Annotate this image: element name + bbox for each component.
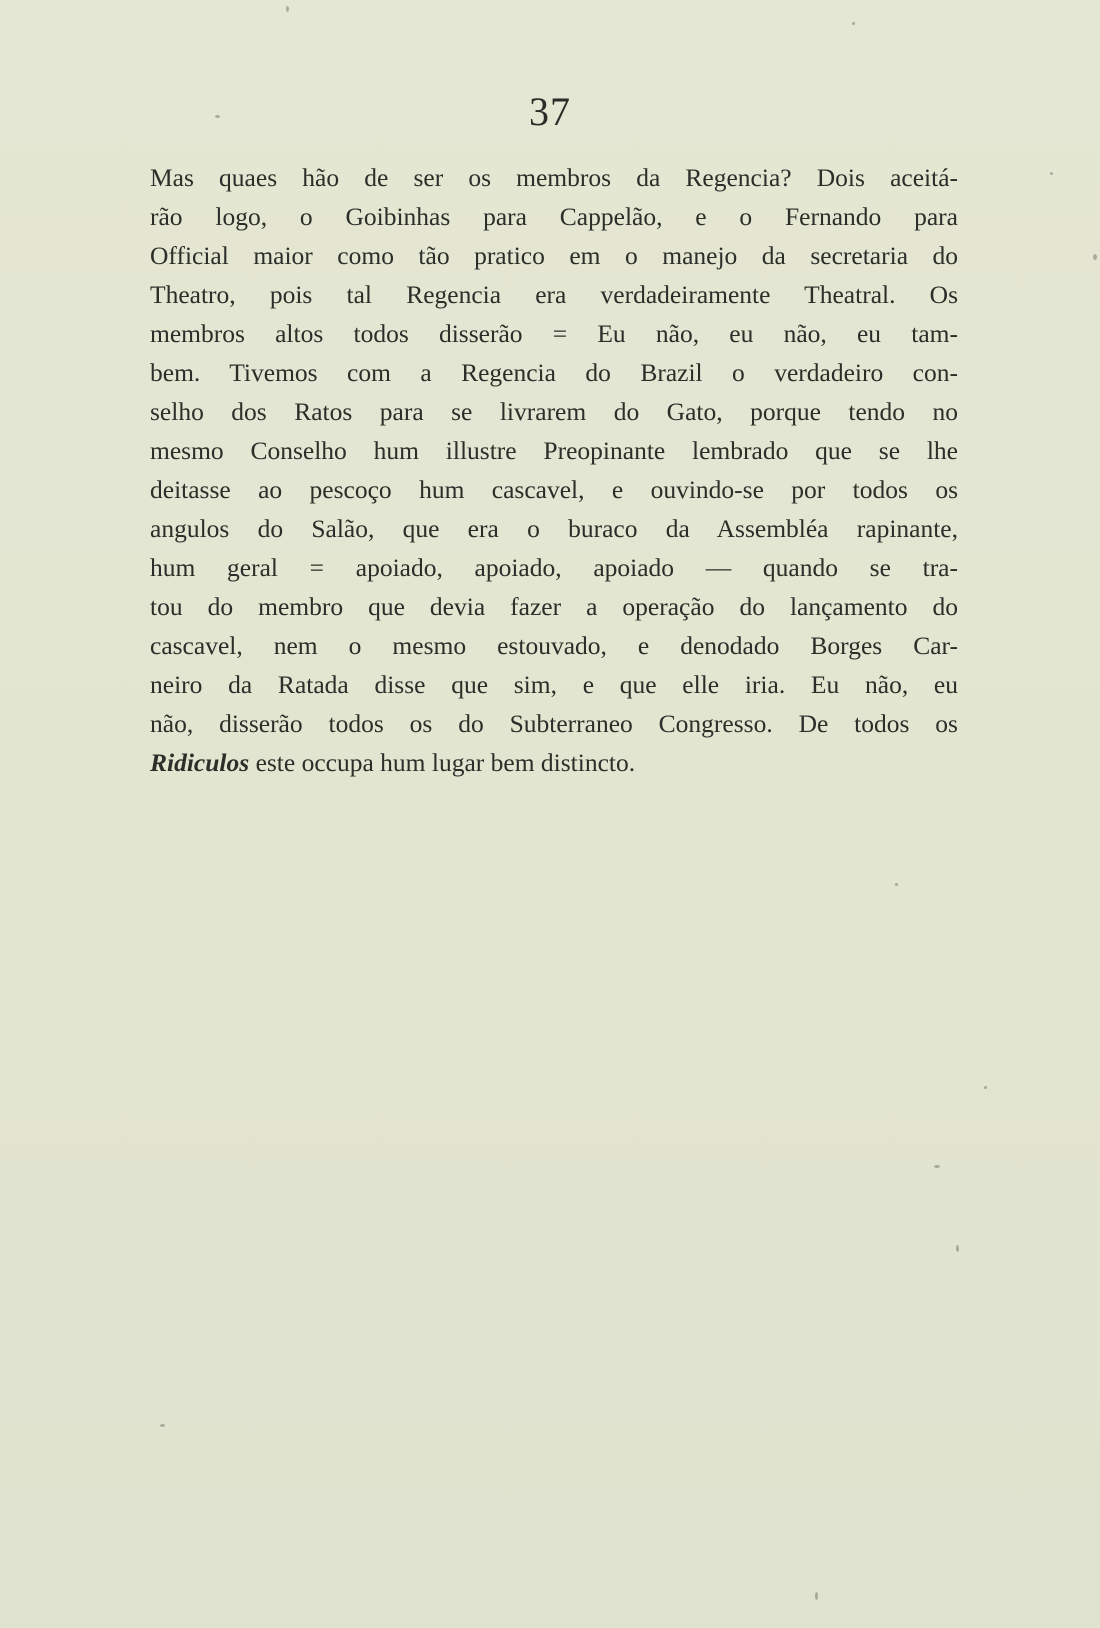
text-line: Official maior como tão pratico em o manejo da secretaria do — [150, 241, 958, 270]
text-line: selho dos Ratos para se livrarem do Gato, porque tendo no — [150, 397, 958, 426]
page-number: 37 — [529, 89, 571, 134]
final-line-text: este occupa hum lugar bem distincto. — [249, 748, 636, 777]
italic-term: Ridiculos — [150, 748, 250, 777]
text-line: tou do membro que devia fazer a operação do lançamento do — [150, 592, 958, 621]
text-line-final — [150, 743, 958, 782]
paper-speck — [286, 6, 289, 12]
paper-speck — [984, 1086, 987, 1089]
paper-speck — [1050, 172, 1053, 175]
paper-speck — [160, 1424, 165, 1427]
text-line: Theatro, pois tal Regencia era verdadeiramente Theatral. Os — [150, 280, 958, 309]
text-line: cascavel, nem o mesmo estouvado, e denodado Borges Car- — [150, 631, 958, 660]
paper-speck — [934, 1165, 940, 1168]
paper-speck — [815, 1592, 818, 1600]
paper-speck — [1093, 254, 1097, 260]
text-line: membros altos todos disserão = Eu não, eu não, eu tam- — [150, 319, 958, 348]
text-line: rão logo, o Goibinhas para Cappelão, e o Fernando para — [150, 202, 958, 231]
paper-speck — [956, 1245, 959, 1252]
paper-speck — [895, 883, 898, 886]
text-line: hum geral = apoiado, apoiado, apoiado — quando se tra- — [150, 553, 958, 582]
text-line: não, disserão todos os do Subterraneo Congresso. De todos os — [150, 709, 958, 738]
text-line: neiro da Ratada disse que sim, e que elle iria. Eu não, eu — [150, 670, 958, 699]
body-text — [150, 158, 958, 782]
paper-speck — [852, 22, 855, 25]
text-line: Mas quaes hão de ser os membros da Regencia? Dois aceitá- — [150, 163, 958, 192]
text-line: angulos do Salão, que era o buraco da Assembléa rapinante, — [150, 514, 958, 543]
text-line: bem. Tivemos com a Regencia do Brazil o verdadeiro con- — [150, 358, 958, 387]
paper-speck — [215, 115, 220, 118]
text-line: mesmo Conselho hum illustre Preopinante lembrado que se lhe — [150, 436, 958, 465]
text-line: deitasse ao pescoço hum cascavel, e ouvindo-se por todos os — [150, 475, 958, 504]
